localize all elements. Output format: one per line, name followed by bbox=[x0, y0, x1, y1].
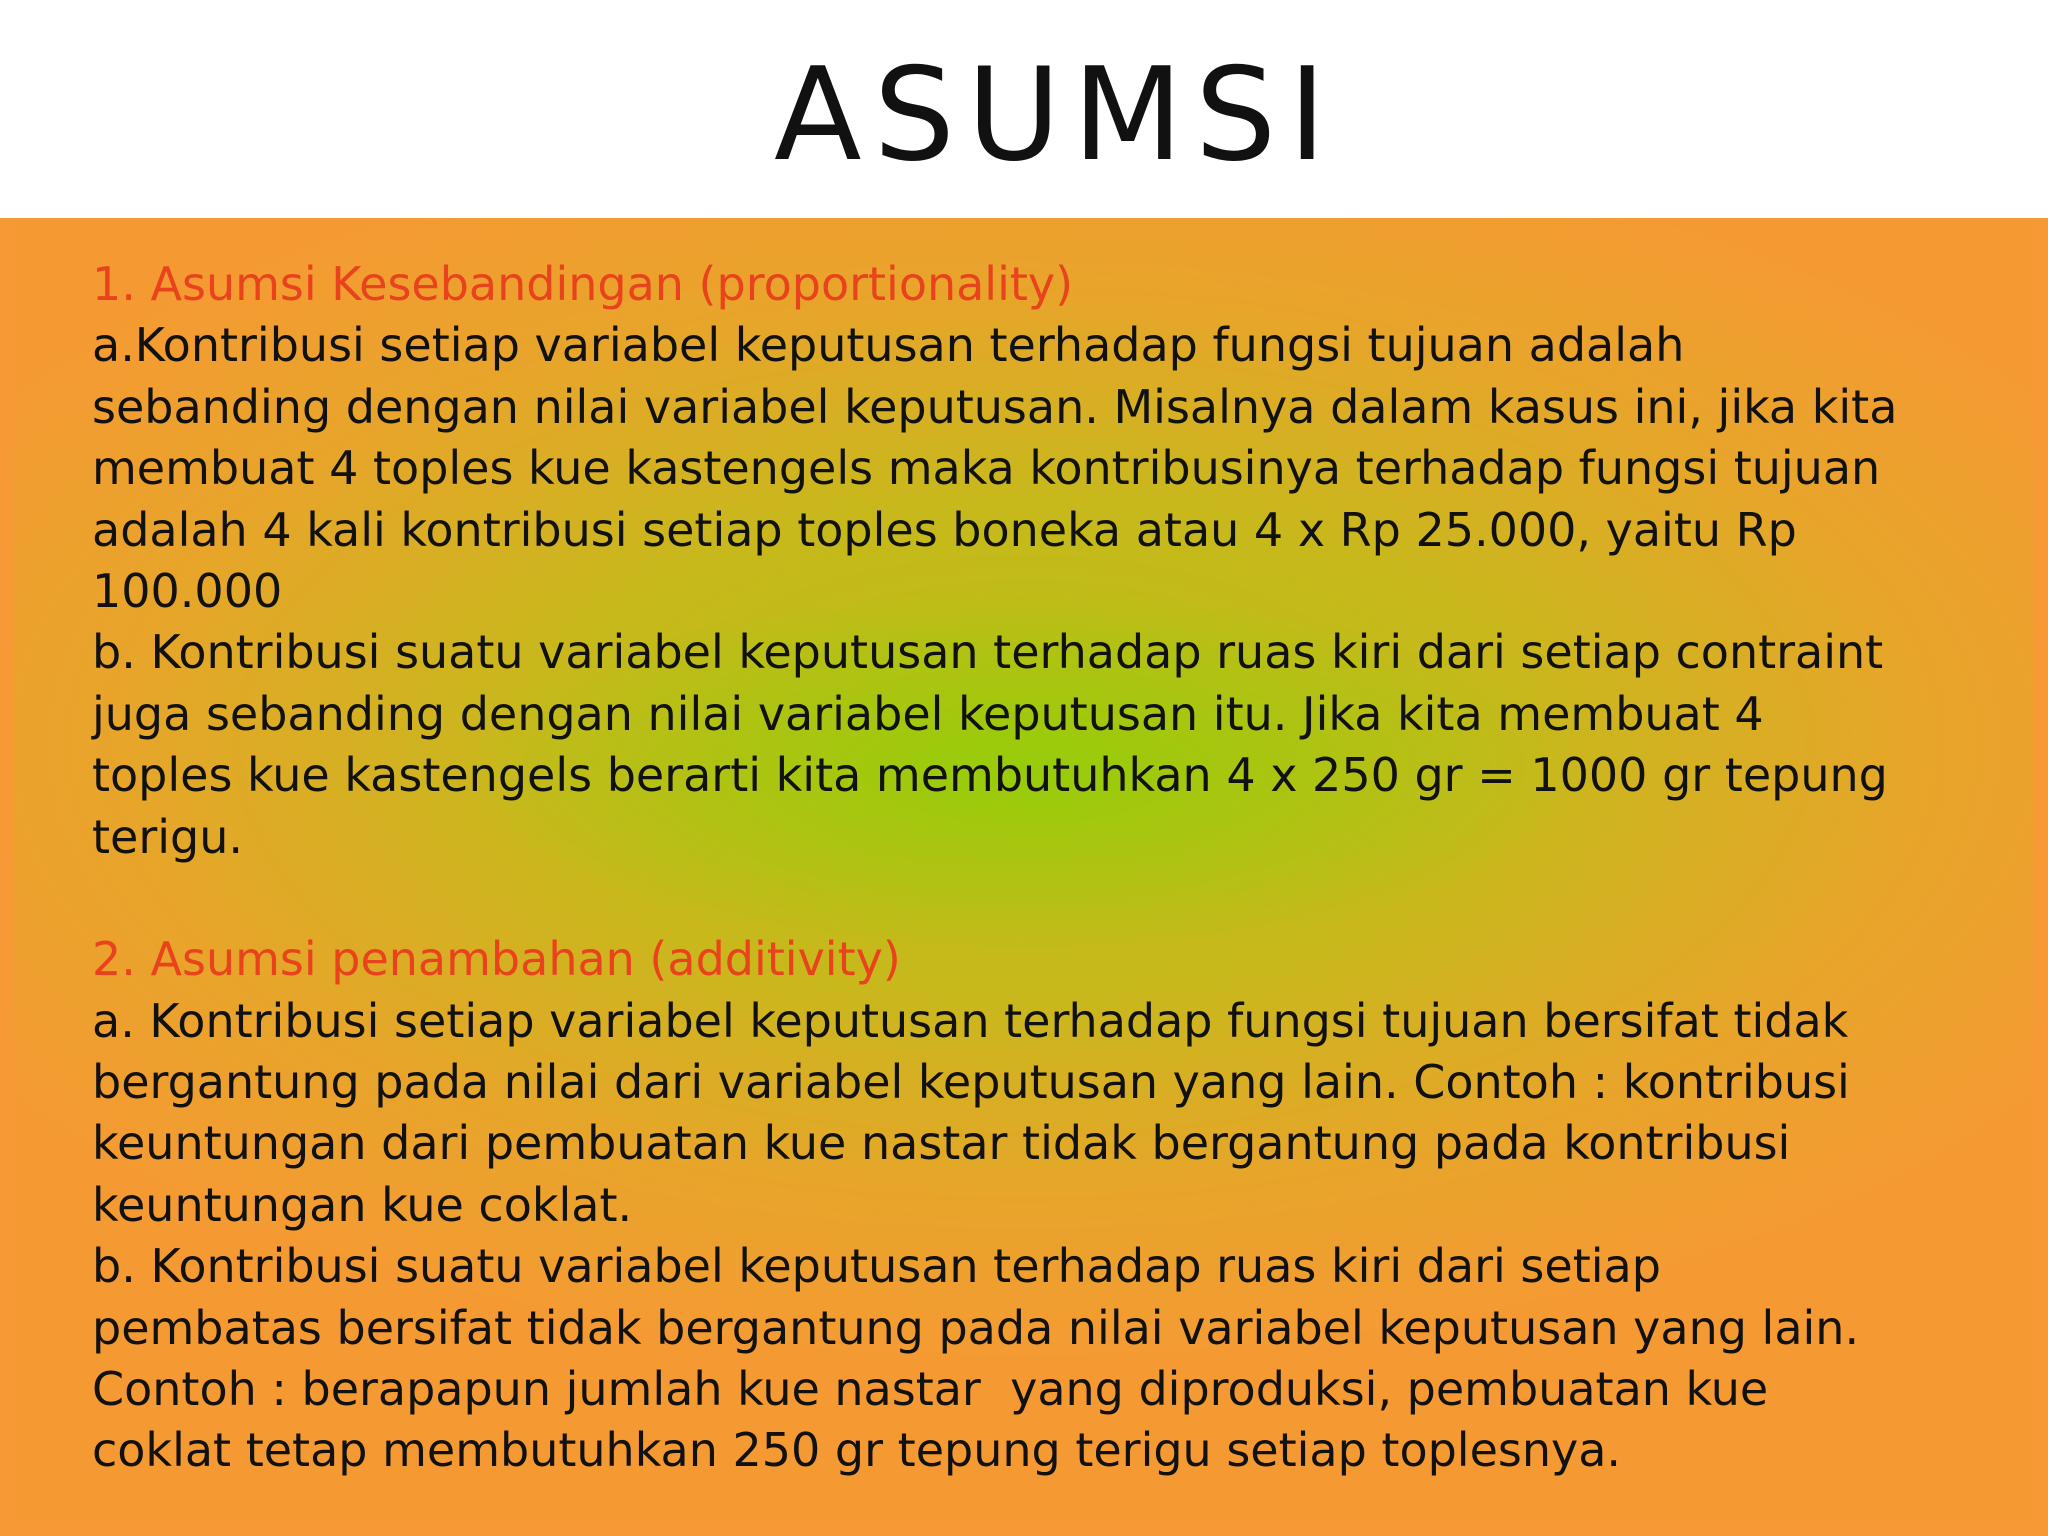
section-2-line: pembatas bersifat tidak bergantung pada nilai variabel keputusan yang lain. bbox=[92, 1300, 1860, 1355]
section-2-line: coklat tetap membutuhkan 250 gr tepung terigu setiap toplesnya. bbox=[92, 1423, 1622, 1478]
section-1-line: membuat 4 toples kue kastengels maka kontribusinya terhadap fungsi tujuan bbox=[92, 441, 1881, 496]
section-2-line: Contoh : berapapun jumlah kue nastar yang diproduksi, pembuatan kue bbox=[92, 1362, 1769, 1417]
section-1-line: b. Kontribusi suatu variabel keputusan terhadap ruas kiri dari setiap contraint bbox=[92, 625, 1884, 680]
section-1-line: terigu. bbox=[92, 809, 244, 864]
section-2-line: keuntungan dari pembuatan kue nastar tidak bergantung pada kontribusi bbox=[92, 1116, 1791, 1171]
section-2-line: b. Kontribusi suatu variabel keputusan terhadap ruas kiri dari setiap bbox=[92, 1239, 1661, 1294]
title-band bbox=[0, 0, 2048, 218]
section-1-line: juga sebanding dengan nilai variabel keputusan itu. Jika kita membuat 4 bbox=[92, 686, 1764, 741]
section-1-line: sebanding dengan nilai variabel keputusan. Misalnya dalam kasus ini, jika kita bbox=[92, 379, 1898, 434]
section-2-line: a. Kontribusi setiap variabel keputusan terhadap fungsi tujuan bersifat tidak bbox=[92, 993, 1849, 1048]
section-2-heading: 2. Asumsi penambahan (additivity) bbox=[92, 932, 901, 987]
section-1-line: toples kue kastengels berarti kita membutuhkan 4 x 250 gr = 1000 gr tepung bbox=[92, 748, 1888, 803]
section-2-line: keuntungan kue coklat. bbox=[92, 1177, 633, 1232]
section-1-heading: 1. Asumsi Kesebandingan (proportionality) bbox=[92, 257, 1074, 311]
text-block bbox=[92, 254, 1992, 1482]
slide-title: ASUMSI bbox=[774, 41, 1338, 190]
content-panel bbox=[0, 218, 2048, 1536]
section-2-line: bergantung pada nilai dari variabel keputusan yang lain. Contoh : kontribusi bbox=[92, 1055, 1850, 1110]
section-1-line: adalah 4 kali kontribusi setiap toples boneka atau 4 x Rp 25.000, yaitu Rp bbox=[92, 502, 1797, 557]
section-1-line: a.Kontribusi setiap variabel keputusan terhadap fungsi tujuan adalah bbox=[92, 318, 1685, 373]
section-spacer bbox=[92, 868, 1992, 929]
section-1-line: 100.000 bbox=[92, 563, 283, 618]
